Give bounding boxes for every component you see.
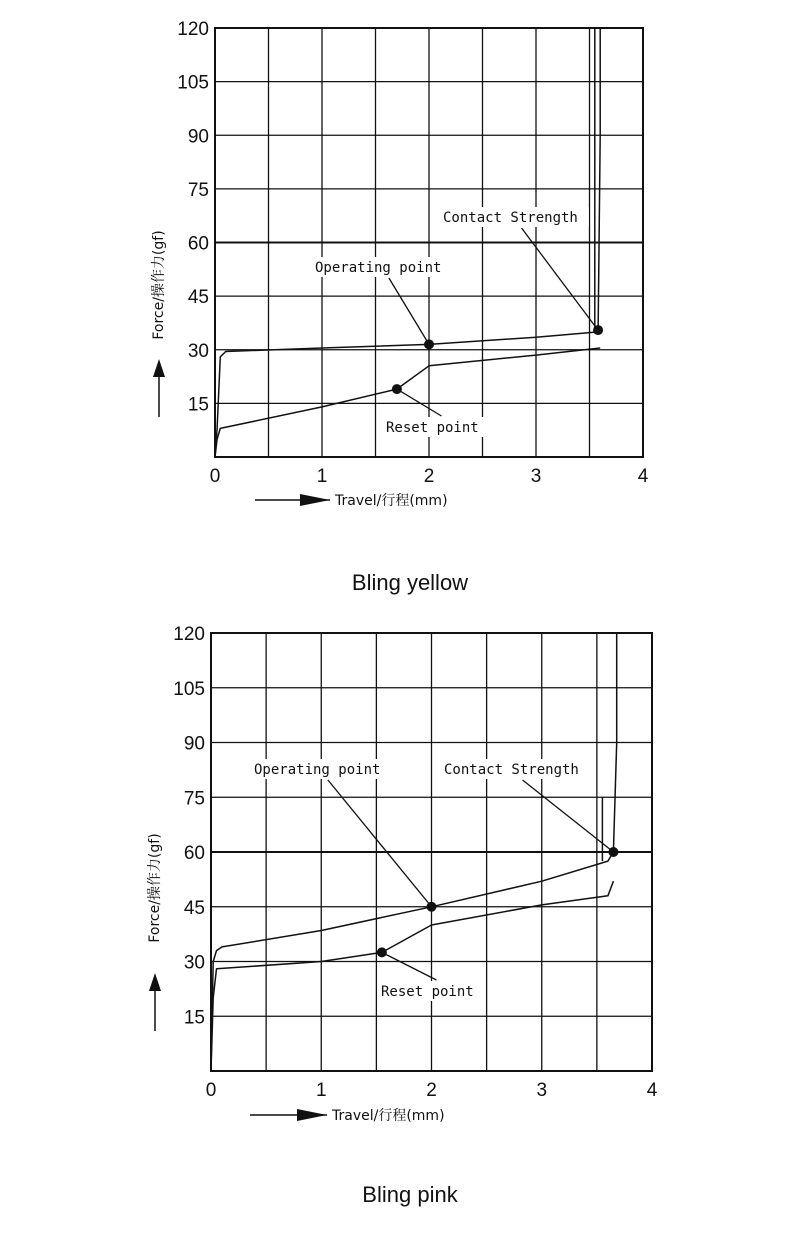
x-tick-label: 1: [316, 466, 328, 487]
x-axis-arrowhead: [300, 494, 330, 506]
annotation-leader-line: [523, 780, 614, 852]
y-tick-label: 90: [183, 733, 205, 755]
annotation-label: Contact Strength: [444, 762, 579, 778]
y-tick-label: 90: [187, 126, 209, 148]
y-tick-label: 75: [183, 788, 205, 810]
annotation-label: Reset point: [381, 984, 474, 1000]
x-tick-label: 2: [426, 1080, 437, 1101]
chart-caption: Bling yellow: [351, 570, 469, 595]
y-axis-title: Force/操作力(gf): [151, 230, 167, 340]
y-tick-label: 30: [187, 340, 209, 362]
x-axis-arrowhead: [297, 1109, 327, 1121]
annotation-label: Contact Strength: [443, 210, 578, 226]
annotation-point: [392, 384, 402, 394]
annotation-leader-line: [397, 389, 442, 416]
y-axis-arrowhead: [149, 973, 161, 991]
annotation-label: Operating point: [315, 260, 442, 276]
y-tick-label: 45: [187, 287, 209, 309]
annotation-point: [424, 339, 434, 349]
y-tick-label: 15: [183, 1007, 205, 1029]
chart-caption: Bling pink: [362, 1182, 458, 1207]
force-travel-chart-bling-pink: [0, 610, 800, 1170]
x-tick-label: 2: [423, 466, 435, 487]
y-tick-label: 60: [183, 843, 205, 864]
annotation-point: [593, 325, 603, 335]
annotation-label: Operating point: [254, 762, 381, 778]
annotation-point: [608, 847, 618, 857]
annotation-leader-line: [328, 780, 432, 907]
annotation-leader-line: [389, 278, 429, 344]
y-axis-title: Force/操作力(gf): [147, 833, 163, 943]
x-axis-title: Travel/行程(mm): [335, 493, 448, 509]
force-curve: [211, 881, 613, 1071]
annotation-label: Reset point: [386, 420, 479, 436]
x-tick-label: 1: [315, 1080, 327, 1101]
y-tick-label: 105: [173, 678, 205, 700]
annotation-point: [377, 947, 387, 957]
x-tick-label: 0: [209, 466, 221, 487]
x-tick-label: 3: [536, 1080, 548, 1101]
y-axis-arrowhead: [153, 359, 165, 377]
y-tick-label: 15: [187, 394, 209, 416]
x-axis-title: Travel/行程(mm): [332, 1108, 445, 1124]
force-curve: [215, 348, 600, 457]
y-tick-label: 120: [177, 19, 209, 40]
annotation-point: [427, 902, 437, 912]
y-tick-label: 45: [183, 897, 205, 919]
x-tick-label: 0: [205, 1080, 217, 1101]
x-tick-label: 4: [646, 1080, 658, 1101]
y-tick-label: 120: [173, 624, 205, 645]
y-tick-label: 105: [177, 72, 209, 94]
annotation-leader-line: [382, 952, 437, 980]
force-travel-chart-bling-yellow: [0, 0, 800, 560]
x-tick-label: 4: [637, 466, 649, 487]
y-tick-label: 75: [187, 179, 209, 201]
x-tick-label: 3: [530, 466, 542, 487]
y-tick-label: 60: [187, 233, 209, 255]
y-tick-label: 30: [183, 952, 205, 974]
